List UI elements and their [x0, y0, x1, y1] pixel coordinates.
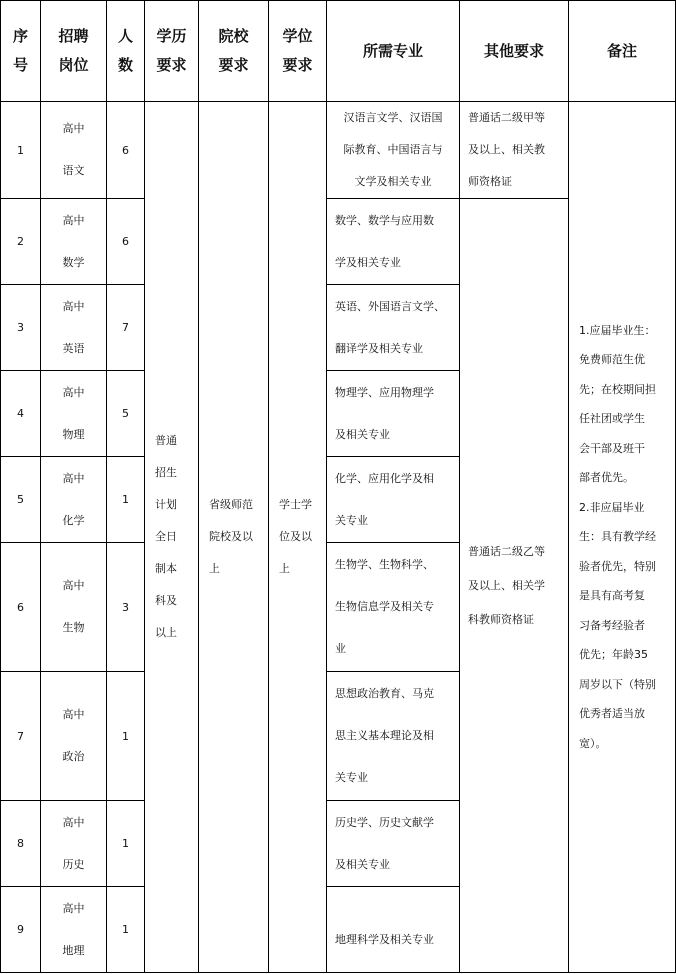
row-major: 汉语言文学、汉语国 际教育、中国语言与 文学及相关专业: [327, 102, 460, 199]
header-major: 所需专业: [327, 1, 460, 102]
row-seq: 2: [1, 199, 41, 285]
header-degree: 学位 要求: [269, 1, 327, 102]
row-post: 高中 数学: [41, 199, 107, 285]
header-education: 学历 要求: [145, 1, 199, 102]
header-school: 院校 要求: [199, 1, 269, 102]
row-seq: 8: [1, 801, 41, 887]
row-count: 6: [107, 102, 145, 199]
row-post: 高中 语文: [41, 102, 107, 199]
row-count: 3: [107, 543, 145, 672]
row-seq: 3: [1, 285, 41, 371]
other-requirement-rest: 普通话二级乙等 及以上、相关学 科教师资格证: [460, 199, 569, 973]
row-post: 高中 英语: [41, 285, 107, 371]
row-post: 高中 地理: [41, 887, 107, 973]
row-count: 1: [107, 672, 145, 801]
row-seq: 7: [1, 672, 41, 801]
row-major: 历史学、历史文献学 及相关专业: [327, 801, 460, 887]
remarks: 1.应届毕业生： 免费师范生优 先；在校期间担 任社团或学生 会干部及班干 部者优先。 2.非应届毕业 生：具有教学经 验者优先，特别 是具有高考复 习备考经验者 优先；年龄35 周岁以下（特别 优秀者适当放 宽）。: [569, 102, 676, 973]
row-major: 生物学、生物科学、 生物信息学及相关专 业: [327, 543, 460, 672]
header-note: 备注: [569, 1, 676, 102]
row-count: 5: [107, 371, 145, 457]
row-count: 1: [107, 457, 145, 543]
row-seq: 5: [1, 457, 41, 543]
row-major: 化学、应用化学及相 关专业: [327, 457, 460, 543]
row-count: 6: [107, 199, 145, 285]
row-major: 地理科学及相关专业: [327, 887, 460, 973]
header-row: [1, 1, 676, 102]
header-post: 招聘 岗位: [41, 1, 107, 102]
other-requirement-chinese: 普通话二级甲等 及以上、相关教 师资格证: [460, 102, 569, 199]
row-count: 7: [107, 285, 145, 371]
row-seq: 9: [1, 887, 41, 973]
header-count: 人 数: [107, 1, 145, 102]
row-post: 高中 政治: [41, 672, 107, 801]
row-major: 英语、外国语言文学、 翻译学及相关专业: [327, 285, 460, 371]
row-post: 高中 历史: [41, 801, 107, 887]
school-requirement: 省级师范 院校及以 上: [199, 102, 269, 973]
education-requirement: 普通 招生 计划 全日 制本 科及 以上: [145, 102, 199, 973]
row-major: 思想政治教育、马克 思主义基本理论及相 关专业: [327, 672, 460, 801]
row-seq: 6: [1, 543, 41, 672]
row-count: 1: [107, 801, 145, 887]
header-seq: 序 号: [1, 1, 41, 102]
degree-requirement: 学士学 位及以 上: [269, 102, 327, 973]
header-other: 其他要求: [460, 1, 569, 102]
row-count: 1: [107, 887, 145, 973]
table-row: [1, 102, 676, 199]
row-major: 数学、数学与应用数 学及相关专业: [327, 199, 460, 285]
row-seq: 4: [1, 371, 41, 457]
row-post: 高中 物理: [41, 371, 107, 457]
row-seq: 1: [1, 102, 41, 199]
row-major: 物理学、应用物理学 及相关专业: [327, 371, 460, 457]
row-post: 高中 化学: [41, 457, 107, 543]
row-post: 高中 生物: [41, 543, 107, 672]
